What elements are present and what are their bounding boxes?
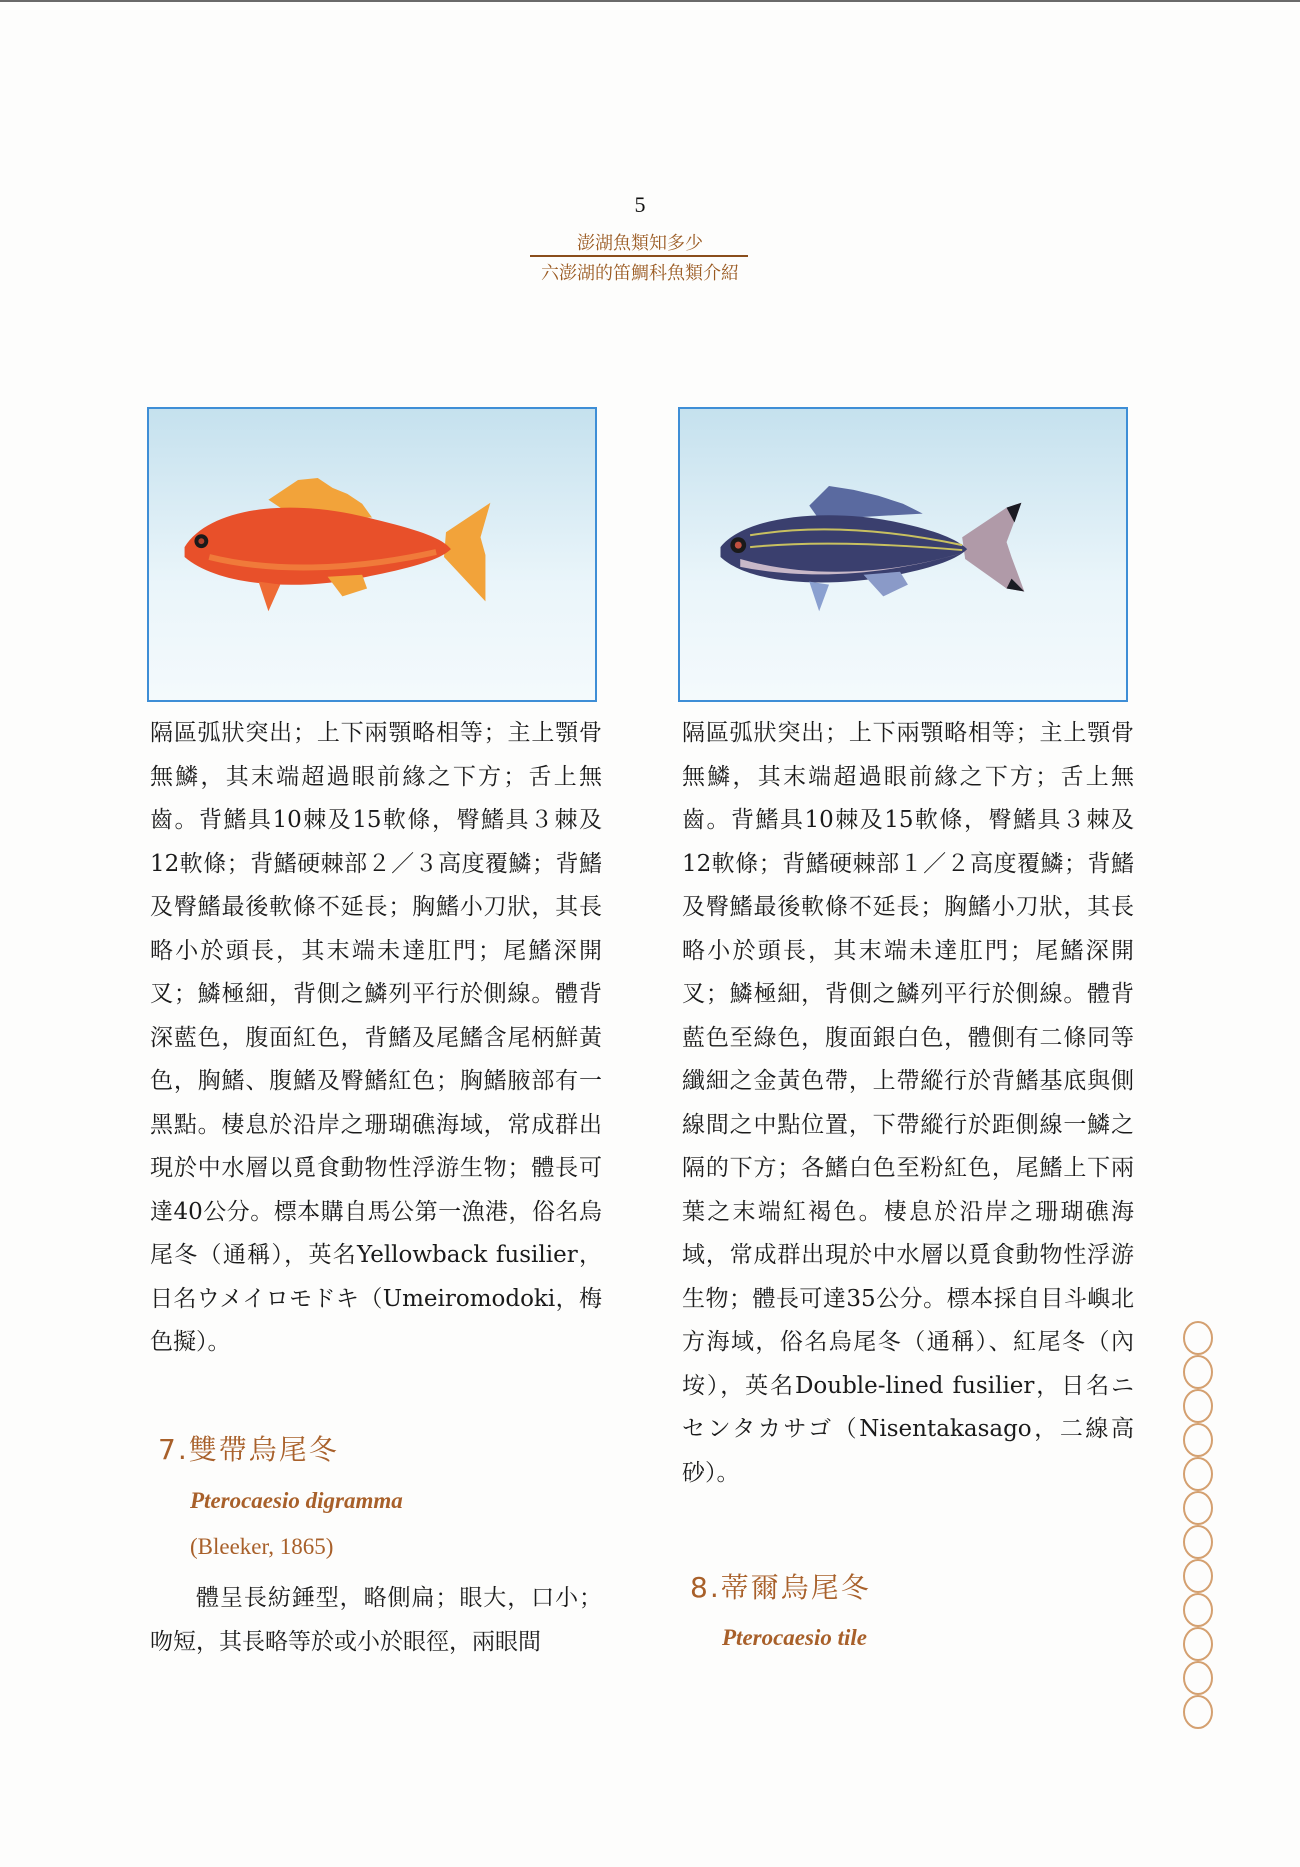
species-heading-7: 7.雙帶烏尾冬 [158,1433,339,1466]
header-divider [530,255,748,257]
decorative-ornament [1180,1320,1216,1740]
authority-7: (Bleeker, 1865) [190,1534,334,1559]
species-heading-8: 8.蒂爾烏尾冬 [690,1571,871,1604]
right-column-body [682,712,1134,1495]
scientific-name-7: Pterocaesio digramma [190,1488,403,1513]
page-number: 5 [634,192,646,217]
running-header-subtitle: 六澎湖的笛鯛科魚類介紹 [541,263,739,284]
species-7-paragraph: 體呈長紡錘型，略側扁；眼大，口小；吻短，其長略等於或小於眼徑，兩眼間 [150,1585,602,1655]
fish-illustration-orange [149,409,595,700]
scientific-name-8: Pterocaesio tile [722,1625,867,1650]
fish-illustration-blue [680,409,1126,700]
left-column-body [150,712,602,1365]
left-column-paragraph: 隔區弧狀突出；上下兩顎略相等；主上顎骨無鱗，其末端超過眼前緣之下方；舌上無齒。背鰭具10棘及15軟條，臀鰭具３棘及12軟條；背鰭硬棘部２／３高度覆鱗；背鰭及臀鰭最後軟條不延長；胸鰭小刀狀，其長略小於頭長，其末端未達肛門；尾鰭深開叉；鱗極細，背側之鱗列平行於側線。體背深藍色，腹面紅色，背鰭及尾鰭含尾柄鮮黃色，胸鰭、腹鰭及臀鰭紅色；胸鰭腋部有一黑點。棲息於沿岸之珊瑚礁海域，常成群出現於中水層以覓食動物性浮游生物；體長可達40公分。標本購自馬公第一漁港，俗名烏尾冬（通稱），英名Yellowback fusilier，日名ウメイロモドキ（Umeiromodoki，梅色擬）。 [150,720,602,1355]
fish-photo-yellowback-fusilier [147,407,597,702]
running-header-title: 澎湖魚類知多少 [577,233,703,254]
top-border [0,0,1300,2]
right-column-paragraph: 隔區弧狀突出；上下兩顎略相等；主上顎骨無鱗，其末端超過眼前緣之下方；舌上無齒。背鰭具10棘及15軟條，臀鰭具３棘及12軟條；背鰭硬棘部１／２高度覆鱗；背鰭及臀鰭最後軟條不延長；胸鰭小刀狀，其長略小於頭長，其末端未達肛門；尾鰭深開叉；鱗極細，背側之鱗列平行於側線。體背藍色至綠色，腹面銀白色，體側有二條同等纖細之金黃色帶，上帶縱行於背鰭基底與側線間之中點位置，下帶縱行於距側線一鱗之隔的下方；各鰭白色至粉紅色，尾鰭上下兩葉之末端紅褐色。棲息於沿岸之珊瑚礁海域，常成群出現於中水層以覓食動物性浮游生物；體長可達35公分。標本採自目斗嶼北方海域，俗名烏尾冬（通稱）、紅尾冬（內垵），英名Double-lined fusilier，日名ニセンタカサゴ（Nisentakasago，二線高砂）。 [682,720,1134,1486]
fish-photo-double-lined-fusilier [678,407,1128,702]
species-7-description [150,1577,602,1664]
